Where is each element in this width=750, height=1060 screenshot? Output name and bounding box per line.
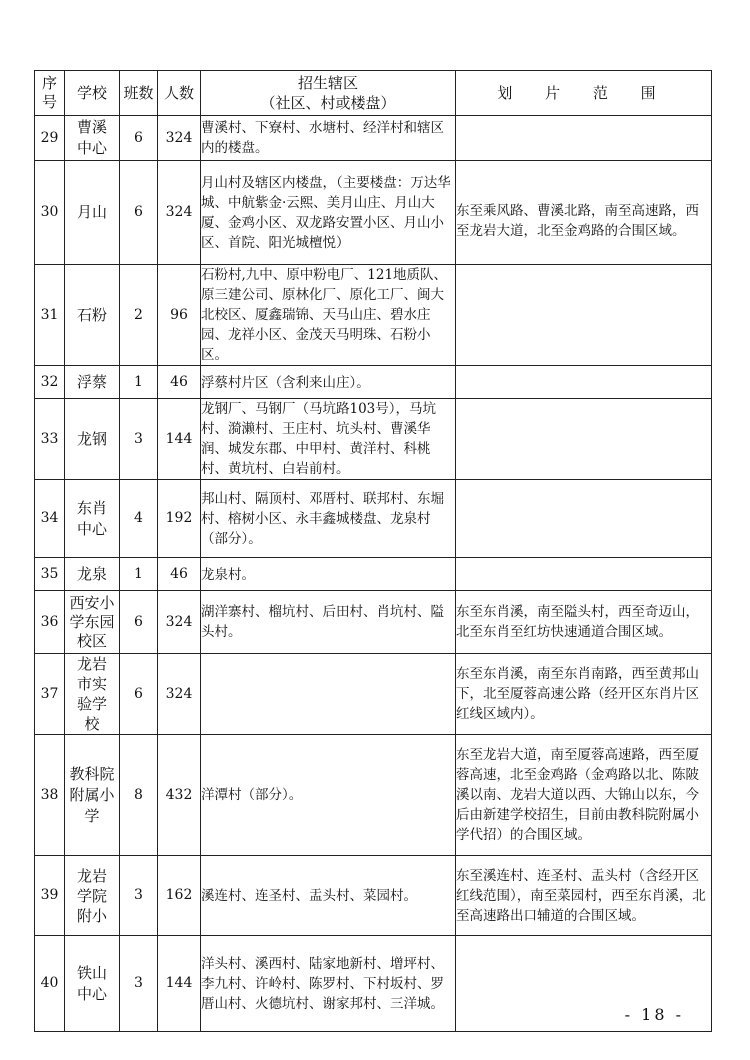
row-range — [456, 366, 712, 399]
row-students: 432 — [158, 735, 201, 856]
row-range: 东至东肖溪，南至东肖南路，西至黄邦山下，北至厦蓉高速公路（经开区东肖片区红线区域内）。 — [456, 654, 712, 735]
row-range — [456, 116, 712, 161]
row-classes: 6 — [120, 161, 158, 265]
row-index: 40 — [35, 936, 65, 1032]
row-students: 96 — [158, 265, 201, 366]
row-classes: 6 — [120, 591, 158, 654]
row-area: 湖洋寨村、榴坑村、后田村、肖坑村、隘头村。 — [201, 591, 456, 654]
row-students: 46 — [158, 366, 201, 399]
row-school: 龙岩市实验学校 — [65, 654, 120, 735]
row-index: 32 — [35, 366, 65, 399]
header-classes: 班数 — [120, 71, 158, 116]
row-range: 东至乘风路、曹溪北路，南至高速路，西至龙岩大道，北至金鸡路的合围区域。 — [456, 161, 712, 265]
row-range — [456, 480, 712, 558]
row-area: 曹溪村、下寮村、水塘村、经洋村和辖区内的楼盘。 — [201, 116, 456, 161]
row-school: 西安小学东园校区 — [65, 591, 120, 654]
row-school: 石粉 — [65, 265, 120, 366]
table-row — [35, 654, 712, 735]
header-area-line2: （社区、村或楼盘） — [260, 94, 396, 112]
row-students: 192 — [158, 480, 201, 558]
row-classes: 6 — [120, 654, 158, 735]
row-classes: 3 — [120, 856, 158, 936]
row-range — [456, 265, 712, 366]
row-students: 324 — [158, 161, 201, 265]
page-number: - 18 - — [624, 1005, 684, 1024]
row-area: 浮蔡村片区（含利来山庄）。 — [201, 366, 456, 399]
row-school: 浮蔡 — [65, 366, 120, 399]
row-area: 龙泉村。 — [201, 558, 456, 591]
row-school: 东肖中心 — [65, 480, 120, 558]
row-students: 324 — [158, 591, 201, 654]
enrollment-table — [34, 70, 712, 1032]
row-classes: 1 — [120, 366, 158, 399]
row-students: 162 — [158, 856, 201, 936]
table-row — [35, 116, 712, 161]
table-row — [35, 558, 712, 591]
table-row — [35, 856, 712, 936]
table-row — [35, 480, 712, 558]
table-row — [35, 735, 712, 856]
row-index: 39 — [35, 856, 65, 936]
row-range — [456, 558, 712, 591]
row-index: 37 — [35, 654, 65, 735]
row-students: 144 — [158, 936, 201, 1032]
row-school: 教科院附属小学 — [65, 735, 120, 856]
header-row — [35, 71, 712, 116]
row-area: 龙钢厂、马钢厂（马坑路103号），马坑村、漪濑村、王庄村、坑头村、曹溪华润、城发东郡、中甲村、黄洋村、科桃村、黄坑村、白岩前村。 — [201, 399, 456, 480]
row-area: 洋头村、溪西村、陆家地新村、增坪村、李九村、许岭村、陈罗村、下村坂村、罗厝山村、火德坑村、谢家邦村、三洋城。 — [201, 936, 456, 1032]
row-index: 31 — [35, 265, 65, 366]
row-classes: 6 — [120, 116, 158, 161]
header-index: 序号 — [35, 71, 65, 116]
row-students: 46 — [158, 558, 201, 591]
header-school: 学校 — [65, 71, 120, 116]
table-row — [35, 936, 712, 1032]
row-school: 月山 — [65, 161, 120, 265]
row-index: 36 — [35, 591, 65, 654]
row-range: 东至东肖溪，南至隘头村，西至奇迈山，北至东肖至红坊快速通道合围区域。 — [456, 591, 712, 654]
row-range — [456, 399, 712, 480]
row-area: 月山村及辖区内楼盘，（主要楼盘：万达华城、中航紫金·云熙、美月山庄、月山大厦、金鸡小区、双龙路安置小区、月山小区、首院、阳光城檀悦） — [201, 161, 456, 265]
row-index: 34 — [35, 480, 65, 558]
header-area-line1: 招生辖区 — [297, 74, 358, 92]
row-index: 30 — [35, 161, 65, 265]
row-school: 曹溪中心 — [65, 116, 120, 161]
row-classes: 3 — [120, 399, 158, 480]
row-school: 铁山中心 — [65, 936, 120, 1032]
table-row — [35, 591, 712, 654]
row-index: 38 — [35, 735, 65, 856]
row-area: 洋潭村（部分）。 — [201, 735, 456, 856]
row-school: 龙泉 — [65, 558, 120, 591]
table-row — [35, 399, 712, 480]
row-index: 35 — [35, 558, 65, 591]
table-row — [35, 366, 712, 399]
row-students: 324 — [158, 116, 201, 161]
row-area — [201, 654, 456, 735]
row-students: 324 — [158, 654, 201, 735]
row-range: 东至龙岩大道，南至厦蓉高速路，西至厦蓉高速，北至金鸡路（金鸡路以北、陈陂溪以南、龙岩大道以西、大锦山以东，今后由新建学校招生，目前由教科院附属小学代招）的合围区域。 — [456, 735, 712, 856]
header-area — [201, 71, 456, 116]
row-area: 邦山村、隔顶村、邓厝村、联邦村、东堀村、榕树小区、永丰鑫城楼盘、龙泉村（部分）。 — [201, 480, 456, 558]
row-school: 龙岩学院附小 — [65, 856, 120, 936]
row-classes: 8 — [120, 735, 158, 856]
row-area: 溪连村、连圣村、盂头村、菜园村。 — [201, 856, 456, 936]
table-row — [35, 265, 712, 366]
row-students: 144 — [158, 399, 201, 480]
row-classes: 3 — [120, 936, 158, 1032]
table-row — [35, 161, 712, 265]
header-students: 人数 — [158, 71, 201, 116]
row-classes: 4 — [120, 480, 158, 558]
row-classes: 1 — [120, 558, 158, 591]
row-classes: 2 — [120, 265, 158, 366]
header-range: 划 片 范 围 — [456, 71, 712, 116]
row-range: 东至溪连村、连圣村、盂头村（含经开区红线范围），南至菜园村，西至东肖溪，北至高速路出口辅道的合围区域。 — [456, 856, 712, 936]
row-index: 33 — [35, 399, 65, 480]
row-school: 龙钢 — [65, 399, 120, 480]
row-area: 石粉村,九中、原中粉电厂、121地质队、原三建公司、原林化厂、原化工厂、闽大北校区、厦鑫瑞锦、天马山庄、碧水庄园、龙祥小区、金茂天马明珠、石粉小区。 — [201, 265, 456, 366]
row-index: 29 — [35, 116, 65, 161]
